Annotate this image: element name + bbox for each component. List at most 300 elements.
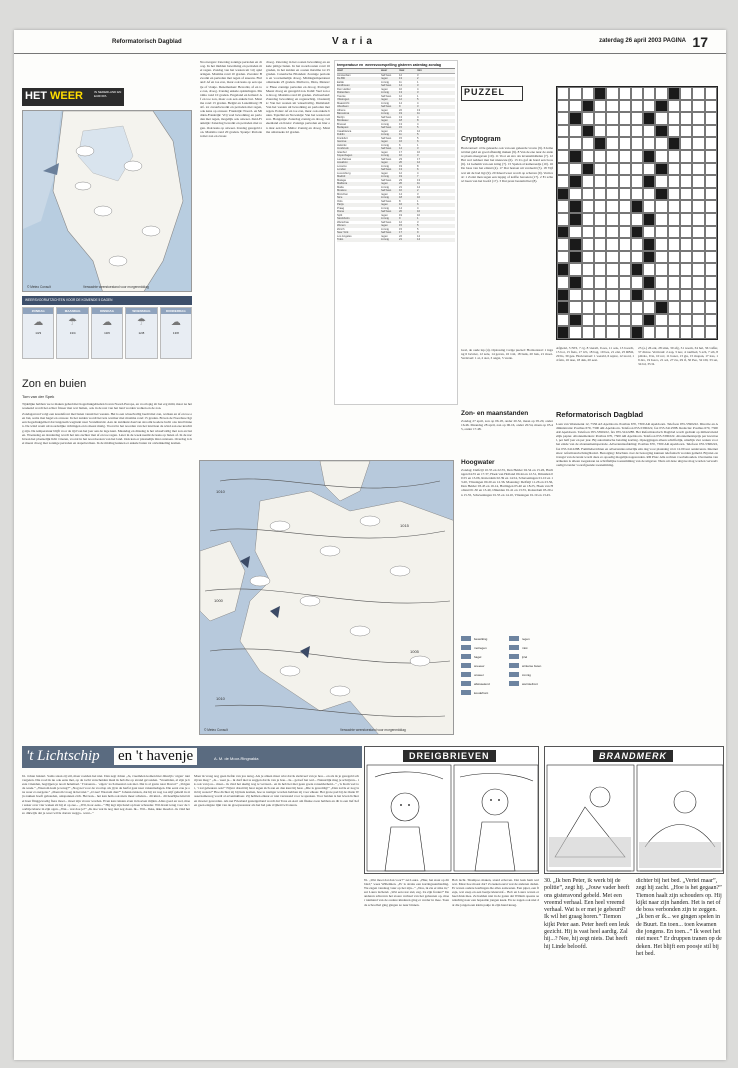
crossword-cell[interactable]	[655, 175, 667, 188]
crossword-cell[interactable]	[631, 226, 643, 239]
crossword-cell[interactable]	[643, 326, 655, 339]
crossword-cell[interactable]	[594, 150, 606, 163]
crossword-cell[interactable]	[619, 263, 631, 276]
crossword-cell[interactable]	[655, 289, 667, 302]
crossword-cell[interactable]	[668, 163, 680, 176]
cloud-rain-icon: ☂	[136, 317, 146, 328]
crossword-cell[interactable]	[606, 175, 618, 188]
weather-logo-accent: WEER	[50, 90, 83, 102]
crossword-cell[interactable]	[692, 326, 704, 339]
crossword-grid[interactable]	[556, 86, 718, 340]
crossword-cell[interactable]	[705, 137, 717, 150]
crossword-cell[interactable]	[619, 276, 631, 289]
crossword-cell[interactable]	[606, 87, 618, 100]
crossword-cell[interactable]	[594, 100, 606, 113]
crossword-cell[interactable]	[582, 326, 594, 339]
crossword-cell[interactable]	[631, 150, 643, 163]
crossword-cell[interactable]	[606, 263, 618, 276]
crossword-cell[interactable]	[594, 314, 606, 327]
crossword-cell[interactable]	[655, 137, 667, 150]
crossword-cell[interactable]	[606, 301, 618, 314]
crossword-cell[interactable]	[692, 314, 704, 327]
crossword-cell[interactable]	[557, 289, 569, 302]
crossword-cell[interactable]	[557, 137, 569, 150]
crossword-cell[interactable]	[582, 175, 594, 188]
crossword-cell[interactable]	[692, 200, 704, 213]
crossword-cell[interactable]	[557, 276, 569, 289]
table-row: Split regen 19 10	[337, 213, 420, 217]
crossword-cell[interactable]	[606, 251, 618, 264]
crossword-cell[interactable]	[582, 200, 594, 213]
crossword-cell[interactable]	[606, 289, 618, 302]
crossword-cell[interactable]	[668, 301, 680, 314]
crossword-cell[interactable]	[606, 100, 618, 113]
crossword-cell[interactable]	[582, 276, 594, 289]
crossword-cell[interactable]	[643, 301, 655, 314]
map-caption: Verwachte weerstoestand voor morgenmiddag	[83, 285, 149, 289]
weather-article-title: Zon en buien	[22, 378, 87, 390]
crossword-cell[interactable]	[655, 188, 667, 201]
crossword-cell[interactable]	[643, 175, 655, 188]
crossword-cell[interactable]	[643, 163, 655, 176]
crossword-cell[interactable]	[705, 188, 717, 201]
crossword-cell[interactable]	[680, 100, 692, 113]
crossword-cell[interactable]	[619, 226, 631, 239]
crossword-cell[interactable]	[692, 100, 704, 113]
crossword-cell[interactable]	[569, 200, 581, 213]
crossword-cell[interactable]	[569, 301, 581, 314]
crossword-cell[interactable]	[594, 112, 606, 125]
crossword-cell[interactable]	[705, 112, 717, 125]
crossword-cell[interactable]	[619, 100, 631, 113]
crossword-cell[interactable]	[680, 175, 692, 188]
crossword-cell[interactable]	[594, 289, 606, 302]
crossword-cell[interactable]	[594, 188, 606, 201]
crossword-cell[interactable]	[680, 163, 692, 176]
crossword-cell[interactable]	[594, 251, 606, 264]
crossword-cell[interactable]	[692, 289, 704, 302]
crossword-cell[interactable]	[569, 326, 581, 339]
legend-item: onweer	[461, 670, 484, 679]
crossword-cell[interactable]	[631, 251, 643, 264]
crossword-cell[interactable]	[680, 200, 692, 213]
crossword-cell[interactable]	[619, 326, 631, 339]
crossword-cell[interactable]	[619, 175, 631, 188]
crossword-cell[interactable]	[643, 263, 655, 276]
crossword-cell[interactable]	[606, 188, 618, 201]
crossword-cell[interactable]	[569, 87, 581, 100]
crossword-cell[interactable]	[582, 163, 594, 176]
crossword-cell[interactable]	[668, 289, 680, 302]
crossword-cell[interactable]	[643, 125, 655, 138]
crossword-cell[interactable]	[569, 137, 581, 150]
table-row: Zürich zonnig 15 5	[337, 227, 419, 231]
crossword-cell[interactable]	[643, 100, 655, 113]
crossword-cell[interactable]	[692, 263, 704, 276]
crossword-cell[interactable]	[668, 137, 680, 150]
crossword-cell[interactable]	[582, 125, 594, 138]
crossword-cell[interactable]	[619, 213, 631, 226]
crossword-cell[interactable]	[569, 314, 581, 327]
crossword-cell[interactable]	[692, 150, 704, 163]
crossword-cell[interactable]	[643, 314, 655, 327]
crossword-cell[interactable]	[582, 226, 594, 239]
crossword-cell[interactable]	[668, 100, 680, 113]
crossword-cell[interactable]	[619, 150, 631, 163]
crossword-cell[interactable]	[594, 200, 606, 213]
crossword-cell[interactable]	[705, 289, 717, 302]
crossword-cell[interactable]	[557, 150, 569, 163]
crossword-cell[interactable]	[643, 112, 655, 125]
crossword-cell[interactable]	[692, 226, 704, 239]
crossword-cell[interactable]	[692, 125, 704, 138]
crossword-cell[interactable]	[705, 251, 717, 264]
legend-swatch-icon	[461, 636, 471, 641]
weather-logo	[22, 88, 124, 106]
crossword-cell[interactable]	[631, 175, 643, 188]
crossword-cell[interactable]	[594, 213, 606, 226]
crossword-cell[interactable]	[705, 326, 717, 339]
crossword-cell[interactable]	[643, 276, 655, 289]
crossword-cell[interactable]	[594, 263, 606, 276]
crossword-cell[interactable]	[606, 276, 618, 289]
crossword-cell[interactable]	[631, 314, 643, 327]
legend-swatch-icon	[509, 654, 519, 659]
crossword-cell[interactable]	[582, 112, 594, 125]
crossword-cell[interactable]	[557, 238, 569, 251]
legend-swatch-icon	[461, 690, 471, 695]
crossword-cell[interactable]	[643, 200, 655, 213]
crossword-cell[interactable]	[668, 263, 680, 276]
crossword-cell[interactable]	[680, 301, 692, 314]
crossword-cell[interactable]	[705, 163, 717, 176]
crossword-cell[interactable]	[557, 163, 569, 176]
crossword-cell[interactable]	[569, 289, 581, 302]
crossword-cell[interactable]	[619, 301, 631, 314]
header-date: zaterdag 26 april 2003 PAGINA	[599, 38, 686, 44]
crossword-cell[interactable]	[557, 251, 569, 264]
crossword-cell[interactable]	[631, 289, 643, 302]
crossword-cell[interactable]	[569, 125, 581, 138]
crossword-cell[interactable]	[705, 276, 717, 289]
crossword-cell[interactable]	[680, 87, 692, 100]
crossword-cell[interactable]	[631, 213, 643, 226]
crossword-cell[interactable]	[631, 188, 643, 201]
crossword-cell[interactable]	[668, 188, 680, 201]
crossword-cell[interactable]	[680, 263, 692, 276]
crossword-cell[interactable]	[705, 213, 717, 226]
comic-right-art	[545, 747, 724, 874]
crossword-cell[interactable]	[655, 263, 667, 276]
crossword-cell[interactable]	[557, 326, 569, 339]
crossword-cell[interactable]	[557, 87, 569, 100]
puzzle-solution-left: Grel, de oude lap (4). Oplossing vorige puzzel: Horizontaal: 1 ingang 6 bevrier, 12 zele, 14 geven, 16 volt, 18 buik, 20 bak, 21 mooi. Verticaal: 1 ai, 2 ster, 3 angst, 5 vrede.	[461, 348, 553, 361]
crossword-cell[interactable]	[668, 314, 680, 327]
crossword-cell[interactable]	[569, 213, 581, 226]
netherlands-map-svg	[23, 111, 192, 292]
crossword-cell[interactable]	[692, 301, 704, 314]
crossword-cell[interactable]	[655, 200, 667, 213]
table-row: Bordeaux regen 18 8	[337, 119, 455, 123]
crossword-cell[interactable]	[594, 137, 606, 150]
crossword-cell[interactable]	[631, 125, 643, 138]
crossword-cell[interactable]	[668, 251, 680, 264]
crossword-cell[interactable]	[631, 137, 643, 150]
crossword-cell[interactable]	[582, 238, 594, 251]
crossword-cell[interactable]	[582, 213, 594, 226]
crossword-cell[interactable]	[668, 87, 680, 100]
crossword-cell[interactable]	[557, 175, 569, 188]
crossword-cell[interactable]	[705, 87, 717, 100]
crossword-cell[interactable]	[569, 112, 581, 125]
crossword-cell[interactable]	[557, 314, 569, 327]
crossword-cell[interactable]	[631, 200, 643, 213]
forecast-day: ZONDAG ☁ 13/3	[22, 307, 54, 359]
crossword-cell[interactable]	[582, 301, 594, 314]
crossword-cell[interactable]	[692, 112, 704, 125]
crossword-cell[interactable]	[594, 87, 606, 100]
crossword-cell[interactable]	[705, 263, 717, 276]
crossword-cell[interactable]	[569, 238, 581, 251]
crossword-cell[interactable]	[705, 125, 717, 138]
crossword-cell[interactable]	[643, 87, 655, 100]
table-row: Frankfurt half bew. 15 5	[337, 136, 419, 140]
crossword-cell[interactable]	[594, 125, 606, 138]
crossword-cell[interactable]	[705, 314, 717, 327]
crossword-cell[interactable]	[705, 301, 717, 314]
crossword-cell[interactable]	[606, 238, 618, 251]
crossword-cell[interactable]	[594, 163, 606, 176]
crossword-cell[interactable]	[668, 112, 680, 125]
crossword-cell[interactable]	[631, 112, 643, 125]
crossword-cell[interactable]	[582, 100, 594, 113]
crossword-cell[interactable]	[655, 314, 667, 327]
table-row: Mallorca regen 20 11	[337, 182, 455, 186]
cloud-sun-icon: ☁	[170, 317, 181, 328]
table-row: Brussel zonnig 13 4	[337, 122, 419, 126]
legend-item: zonnig	[509, 670, 531, 679]
crossword-cell[interactable]	[668, 226, 680, 239]
story-col-2: Maar ik vraag nog geen liefde van jou terug. Als je alleen maar wist dat ik zielsveel van je hou... en als ik je geregeld schrijven mag.” „Ja... weet je... ik durf niet te zeggen dat ik van je hou... ik... geloof het wel... Natuurlijk mag je schrijven... ik ook van jou... maar... ik vind het akelig nog te verraad... en ik heb het met geen goeie ronselderheid...” „´k Kom wel tot, ´t zal gebeuren ook!” Nijver draait hij haar tegen zich aan en dan kust hij haar. „Die is geweldig!” „Dan zal ik er nog lam bij wezen!” Hoe dichter zij bij huis komen, hoe te rustiger worden hebben zij voor elkaar. Het grote pad bij de Oude Wasserzameweg wordt al erveninkbaar. Zij hebben elkaar er niet verstaand voor te spreken. Voor beiden is het leven lichter en mooier geworden. Als net Friesland gesteigerland wordt dat Tons en Aart om fikske zoon hebben en dit is een lief lief en geen enigste lijkt van de groepveestaar als het hel pak vrijheid wil sieren.	[194, 774, 359, 807]
crossword-cell[interactable]	[582, 150, 594, 163]
table-row: Stockholm zonnig 9 1	[337, 217, 455, 221]
crossword-cell[interactable]	[680, 251, 692, 264]
crossword-cell[interactable]	[643, 251, 655, 264]
crossword-cell[interactable]	[631, 276, 643, 289]
crossword-cell[interactable]	[643, 137, 655, 150]
crossword-cell[interactable]	[594, 301, 606, 314]
crossword-cell[interactable]	[643, 289, 655, 302]
table-row: Wenen regen 15 5	[337, 224, 455, 228]
crossword-cell[interactable]	[606, 213, 618, 226]
crossword-cell[interactable]	[594, 276, 606, 289]
crossword-cell[interactable]	[631, 263, 643, 276]
crossword-cell[interactable]	[692, 213, 704, 226]
crossword-cell[interactable]	[631, 326, 643, 339]
crossword-cell[interactable]	[619, 200, 631, 213]
crossword-cell[interactable]	[643, 213, 655, 226]
crossword-cell[interactable]	[569, 100, 581, 113]
crossword-cell[interactable]	[631, 238, 643, 251]
page-header	[14, 30, 726, 54]
crossword-cell[interactable]	[680, 213, 692, 226]
crossword-cell[interactable]	[692, 87, 704, 100]
puzzle-clues: Horizontaal: 4 De geleerde ook van een geleerde vrouw (9). 6 Iemand met geld en goed afhandig maken (9). 8 Van de ene naar de andere plaats meegeven (10). 11 Voor en stro als levensmiddelen (7). 12 Het wel reddeer met het nieuwste (6). 13 Zo gaf de hond een boos (6). 14 Geheim van een kring (7). 15 Spelen al kameraadje (10). 16 De baas van het eiland (4). 17 Dat bestaat uit verdeeld (5). 18 Vijf wat uit de bad ligt (9). 20 Kleed waar wordt op schaven (9). Verticaal: 1 Zodat men tegen een lappig of koffie beroeten (17). 2 Er schuwt heen van het hoofd (17). 3 Dat praat bestemd het (8).	[461, 146, 553, 183]
crossword-cell[interactable]	[557, 112, 569, 125]
crossword-cell[interactable]	[655, 301, 667, 314]
crossword-cell[interactable]	[631, 100, 643, 113]
crossword-cell[interactable]	[705, 100, 717, 113]
crossword-cell[interactable]	[582, 289, 594, 302]
crossword-cell[interactable]	[619, 125, 631, 138]
crossword-cell[interactable]	[680, 112, 692, 125]
crossword-cell[interactable]	[680, 289, 692, 302]
crossword-cell[interactable]	[680, 226, 692, 239]
crossword-cell[interactable]	[582, 251, 594, 264]
crossword-cell[interactable]	[569, 251, 581, 264]
crossword-cell[interactable]	[668, 125, 680, 138]
crossword-cell[interactable]	[619, 251, 631, 264]
crossword-cell[interactable]	[680, 326, 692, 339]
crossword-cell[interactable]	[606, 137, 618, 150]
crossword-cell[interactable]	[594, 175, 606, 188]
crossword-cell[interactable]	[619, 163, 631, 176]
crossword-cell[interactable]	[606, 314, 618, 327]
crossword-cell[interactable]	[692, 238, 704, 251]
crossword-cell[interactable]	[582, 188, 594, 201]
crossword-cell[interactable]	[668, 326, 680, 339]
crossword-cell[interactable]	[655, 326, 667, 339]
forecast-bar: WEERSVOORUITZICHTEN VOOR DE KOMENDE 5 DAGEN	[22, 296, 192, 305]
crossword-cell[interactable]	[655, 238, 667, 251]
crossword-cell[interactable]	[594, 226, 606, 239]
crossword-cell[interactable]	[619, 289, 631, 302]
crossword-cell[interactable]	[668, 238, 680, 251]
crossword-cell[interactable]	[582, 137, 594, 150]
crossword-cell[interactable]	[655, 100, 667, 113]
crossword-cell[interactable]	[606, 163, 618, 176]
crossword-cell[interactable]	[594, 326, 606, 339]
crossword-cell[interactable]	[643, 238, 655, 251]
crossword-cell[interactable]	[606, 326, 618, 339]
crossword-cell[interactable]	[569, 263, 581, 276]
crossword-cell[interactable]	[655, 251, 667, 264]
crossword-cell[interactable]	[705, 238, 717, 251]
crossword-cell[interactable]	[557, 213, 569, 226]
crossword-cell[interactable]	[655, 163, 667, 176]
table-row: Londen half bew. 13 6	[337, 168, 455, 172]
crossword-cell[interactable]	[582, 87, 594, 100]
crossword-cell[interactable]	[582, 314, 594, 327]
crossword-cell[interactable]	[692, 251, 704, 264]
crossword-cell[interactable]	[582, 263, 594, 276]
crossword-cell[interactable]	[705, 150, 717, 163]
crossword-cell[interactable]	[655, 87, 667, 100]
crossword-cell[interactable]	[705, 200, 717, 213]
table-row: Casablanca regen 21 12	[337, 129, 420, 133]
crossword-cell[interactable]	[655, 112, 667, 125]
crossword-cell[interactable]	[655, 213, 667, 226]
crossword-cell[interactable]	[643, 188, 655, 201]
crossword-cell[interactable]	[557, 125, 569, 138]
crossword-cell[interactable]	[631, 87, 643, 100]
table-row: München regen 14 3	[337, 192, 419, 196]
crossword-cell[interactable]	[569, 150, 581, 163]
crossword-cell[interactable]	[705, 175, 717, 188]
crossword-cell[interactable]	[643, 150, 655, 163]
crossword-cell[interactable]	[655, 125, 667, 138]
crossword-cell[interactable]	[668, 200, 680, 213]
crossword-cell[interactable]	[643, 226, 655, 239]
europe-weather-col-2: droog. Zaterdag in het oosten bewolking en enkele pittige buien. In het noordoosten rond 16 graden, in het zuiden en oosten maxima tot 25 graden. Canarische Eilanden: Zonnige perioden en voornamelijk droog. Middagtemperatuur omstreeks 23 graden. Mallorca, Ibiza, Menorca: Fikse zonnige perioden en droog. Portugal: Meest droog en geregeld zon. Italië: Veel zon en droog. Maxima rond 20 graden. Zwitserland: Zaterdag bewolking en regenachtig. Oostenrijk: Van het westen uit wisselvallig. Duitsland: Van het westen uit bewolking en perioden met regen. Polen: Af en toe zon, maar ook enkele buien. Tsjechië en Slowakije: Van het westen uit zon. Hongarije: Zaterdag zonnig en droog. Griekenland en Kreta: Zonnige perioden en hier en daar een bui. Malta: Zonnig en droog. Maxima omstreeks 22 graden.	[266, 60, 330, 134]
crossword-cell[interactable]	[569, 188, 581, 201]
isobar-label: 1000	[214, 598, 223, 603]
crossword-cell[interactable]	[705, 226, 717, 239]
story-title-a: 't Lichtschip	[26, 748, 100, 764]
crossword-cell[interactable]	[692, 163, 704, 176]
crossword-cell[interactable]	[692, 137, 704, 150]
crossword-cell[interactable]	[692, 188, 704, 201]
forecast-day: DINSDAG ☁ 13/6	[91, 307, 123, 359]
crossword-cell[interactable]	[692, 175, 704, 188]
crossword-cell[interactable]	[668, 276, 680, 289]
crossword-cell[interactable]	[569, 175, 581, 188]
crossword-cell[interactable]	[692, 276, 704, 289]
crossword-cell[interactable]	[680, 276, 692, 289]
crossword-cell[interactable]	[619, 314, 631, 327]
crossword-cell[interactable]	[606, 200, 618, 213]
crossword-cell[interactable]	[631, 301, 643, 314]
crossword-cell[interactable]	[606, 125, 618, 138]
crossword-cell[interactable]	[557, 301, 569, 314]
crossword-cell[interactable]	[668, 150, 680, 163]
crossword-cell[interactable]	[619, 238, 631, 251]
crossword-cell[interactable]	[619, 87, 631, 100]
crossword-cell[interactable]	[680, 150, 692, 163]
crossword-cell[interactable]	[606, 150, 618, 163]
legend-item: sneeuw	[461, 661, 484, 670]
crossword-cell[interactable]	[680, 125, 692, 138]
crossword-cell[interactable]	[619, 137, 631, 150]
crossword-cell[interactable]	[557, 100, 569, 113]
crossword-cell[interactable]	[680, 188, 692, 201]
isobar-label: 1015	[400, 523, 409, 528]
crossword-cell[interactable]	[557, 263, 569, 276]
crossword-cell[interactable]	[655, 226, 667, 239]
crossword-cell[interactable]	[606, 226, 618, 239]
crossword-cell[interactable]	[594, 238, 606, 251]
crossword-cell[interactable]	[569, 226, 581, 239]
crossword-cell[interactable]	[631, 163, 643, 176]
crossword-cell[interactable]	[569, 163, 581, 176]
crossword-cell[interactable]	[619, 188, 631, 201]
crossword-cell[interactable]	[668, 175, 680, 188]
crossword-cell[interactable]	[557, 188, 569, 201]
crossword-cell[interactable]	[680, 137, 692, 150]
crossword-cell[interactable]	[569, 276, 581, 289]
newspaper-page	[14, 30, 726, 1060]
legend-item: motregen	[461, 643, 487, 652]
crossword-cell[interactable]	[680, 314, 692, 327]
crossword-cell[interactable]	[606, 112, 618, 125]
crossword-cell[interactable]	[655, 276, 667, 289]
crossword-cell[interactable]	[557, 226, 569, 239]
crossword-cell[interactable]	[680, 238, 692, 251]
crossword-cell[interactable]	[668, 213, 680, 226]
crossword-cell[interactable]	[655, 150, 667, 163]
crossword-cell[interactable]	[557, 200, 569, 213]
crossword-cell[interactable]	[619, 112, 631, 125]
